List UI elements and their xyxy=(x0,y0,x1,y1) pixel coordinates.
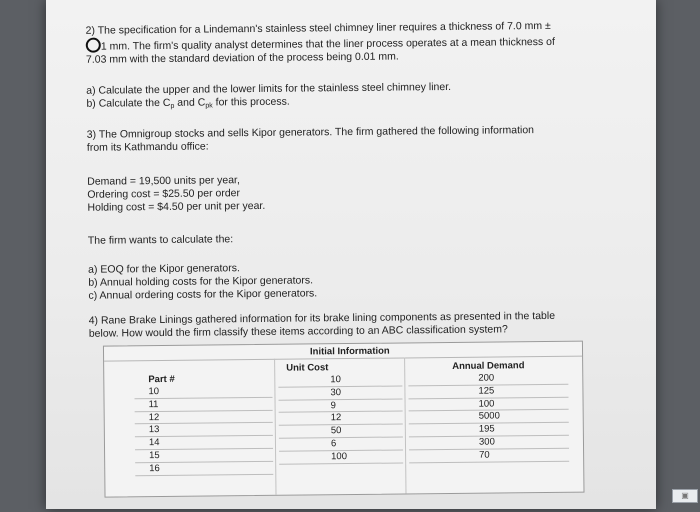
part-number-cell: 16 xyxy=(135,462,273,476)
abc-data-table xyxy=(103,341,585,498)
q4-line-1: 4) Rane Brake Linings gathered information for its brake lining components as presented in the table xyxy=(88,309,556,327)
part-number-cell: 11 xyxy=(135,398,273,412)
unit-cost-cell: 12 xyxy=(279,412,403,426)
unit-cost-cell: 9 xyxy=(279,399,403,413)
q3-part-a: a) EOQ for the Kipor generators. xyxy=(88,262,240,276)
question-2 xyxy=(86,19,606,66)
annual-demand-cell: 200 xyxy=(408,372,568,386)
q3-intro: The firm wants to calculate the: xyxy=(87,233,234,247)
q2-part-a: a) Calculate the upper and the lower limits for the stainless steel chimney liner. xyxy=(86,80,452,97)
annual-demand-column xyxy=(408,372,569,463)
q3-holding-cost: Holding cost = $4.50 per unit per year. xyxy=(87,199,266,214)
q3-parts xyxy=(88,258,608,302)
unit-cost-cell: 50 xyxy=(279,425,403,439)
question-4 xyxy=(89,309,609,340)
part-number-cell: 15 xyxy=(135,449,273,463)
q3-demand: Demand = 19,500 units per year, xyxy=(87,174,240,188)
question-3 xyxy=(87,123,607,154)
q2-part-b: b) Calculate the $C_p$ and $C_{pk}$ for this process. xyxy=(86,95,290,110)
part-number-cell: 14 xyxy=(135,436,273,450)
q2-line-1: 2) The specification for a Lindemann's stainless steel chimney liner requires a thickness of 7.0 mm ± xyxy=(85,19,551,37)
q4-line-2: below. How would the firm classify these items according to an ABC classification system? xyxy=(88,323,508,340)
unit-cost-cell: 10 xyxy=(278,373,402,387)
part-number-cell: 12 xyxy=(135,410,273,424)
part-number-cell: 10 xyxy=(134,385,272,399)
annual-demand-cell: 300 xyxy=(409,436,569,450)
unit-cost-cell: 100 xyxy=(279,450,403,464)
q3-ordering-cost: Ordering cost = $25.50 per order xyxy=(87,187,241,201)
header-annual-demand: Annual Demand xyxy=(452,360,525,372)
q2-line-3: 7.03 mm with the standard deviation of the process being 0.01 mm. xyxy=(85,50,399,66)
header-unit-cost: Unit Cost xyxy=(286,362,329,374)
q3-line-2: from its Kathmandu office: xyxy=(86,140,209,154)
annual-demand-cell: 100 xyxy=(409,397,569,411)
unit-cost-column xyxy=(278,373,403,464)
part-column xyxy=(134,385,273,476)
circle-mark-icon xyxy=(86,38,101,53)
annual-demand-cell: 5000 xyxy=(409,410,569,424)
unit-cost-cell: 30 xyxy=(278,386,402,400)
q3-part-b: b) Annual holding costs for the Kipor generators. xyxy=(88,274,314,289)
question-2-parts xyxy=(86,79,606,110)
q3-part-c: c) Annual ordering costs for the Kipor generators. xyxy=(88,287,318,302)
annual-demand-cell: 70 xyxy=(409,449,569,463)
image-badge-icon[interactable]: ▣ xyxy=(672,489,698,503)
q3-line-1: 3) The Omnigroup stocks and sells Kipor generators. The firm gathered the following information xyxy=(86,124,535,141)
annual-demand-cell: 125 xyxy=(408,385,568,399)
part-number-cell: 13 xyxy=(135,423,273,437)
q3-given-values xyxy=(87,170,607,214)
header-part: Part # xyxy=(148,373,175,386)
unit-cost-cell: 6 xyxy=(279,437,403,451)
worksheet-page xyxy=(46,0,656,509)
annual-demand-cell: 195 xyxy=(409,423,569,437)
q2-line-2: 1 mm. The firm's quality analyst determines that the liner process operates at a mean thickness of xyxy=(86,32,606,53)
table-title: Initial Information xyxy=(309,345,390,358)
